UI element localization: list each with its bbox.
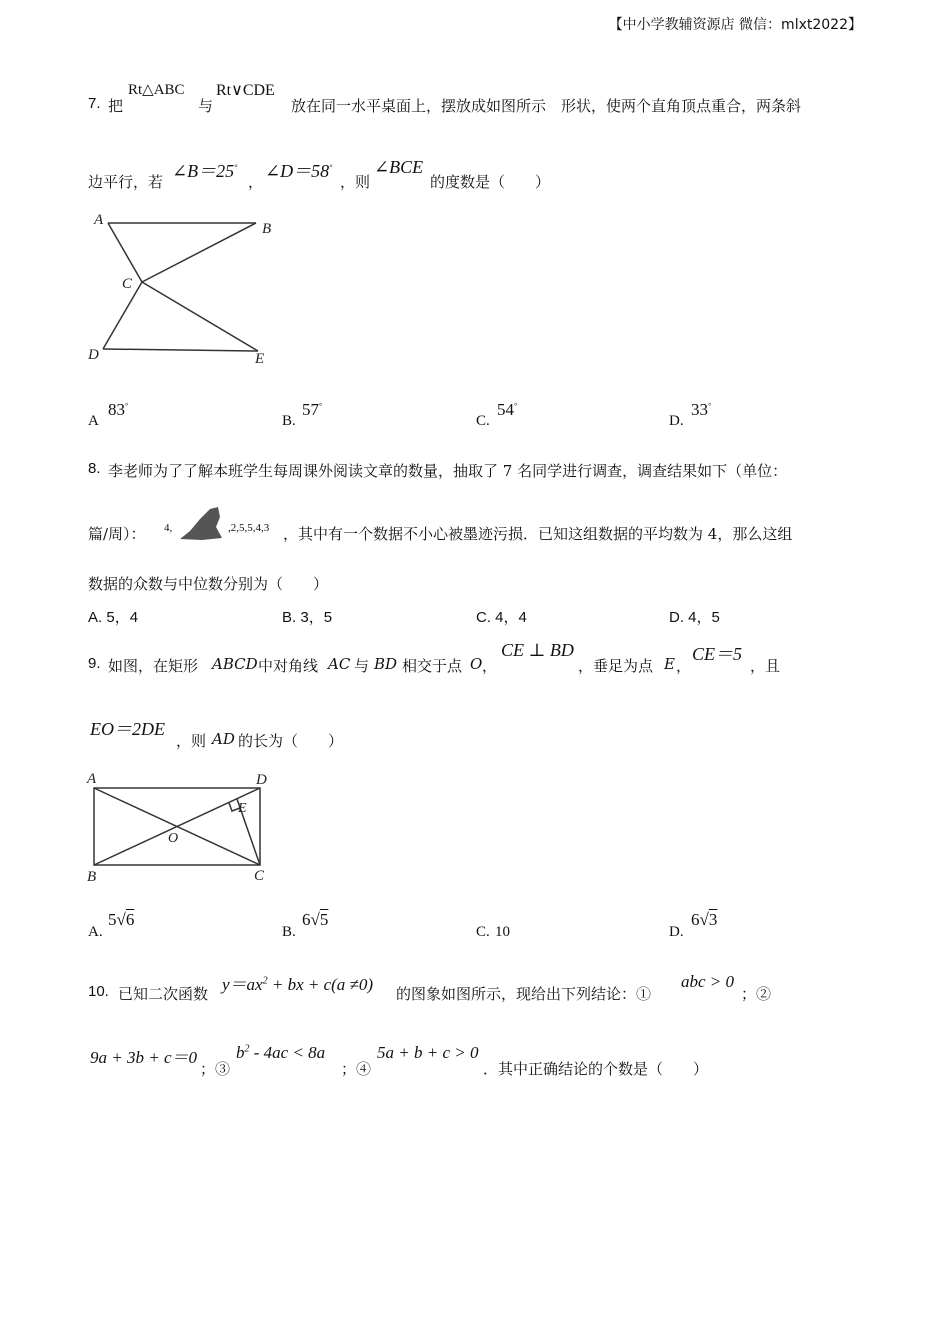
q9-text: 的长为（ ） <box>238 732 344 750</box>
q7-label-e: E <box>255 351 265 367</box>
q7-text: 与 <box>198 97 214 115</box>
q9-text: ，垂足为点 <box>578 657 654 675</box>
q7-text: 把 <box>108 97 124 115</box>
q7-text: ， <box>248 173 264 191</box>
q9-perpendicular: CE ⊥ BD <box>501 640 574 660</box>
q8-data-start: 4, <box>164 522 173 534</box>
q7-number: 7. <box>88 95 101 112</box>
q9-text: ，且 <box>750 657 781 675</box>
q10-text: ；④ <box>341 1060 372 1078</box>
q7-label-a: A <box>94 212 104 228</box>
q9-diag-bd: BD <box>374 655 398 673</box>
q7-figure <box>82 205 282 370</box>
q9-text: 相交于点 <box>402 657 463 675</box>
q9-text: 与 <box>354 657 370 675</box>
q7-text: 边平行，若 <box>88 173 164 191</box>
q9-point-e: E <box>664 655 675 673</box>
q10-text: 已知二次函数 <box>118 985 209 1003</box>
q8-text: ，其中有一个数据不小心被墨迹污损．已知这组数据的平均数为 4，那么这组 <box>283 525 793 543</box>
q9-point-o: O <box>470 655 483 673</box>
q9-side-ad: AD <box>212 730 235 748</box>
q9-diag-ac: AC <box>328 655 351 673</box>
q9-eo-relation: EO＝2DE <box>90 719 165 739</box>
q7-triangle-cde: Rt∨CDE <box>216 82 275 99</box>
q9-ce-length: CE＝5 <box>692 644 743 664</box>
q10-text: ；③ <box>200 1060 231 1078</box>
q10-conclusion-1: abc > 0 <box>681 972 735 991</box>
q10-text: ；② <box>741 985 772 1003</box>
q10-number: 10. <box>88 983 109 1000</box>
q7-triangle-abc: Rt△ABC <box>128 82 185 98</box>
q10-function: $y=ax^2$ + bx + c(a ≠0) <box>222 975 374 994</box>
q9-text: ， <box>482 657 498 675</box>
q10-text: 的图象如图所示，现给出下列结论：① <box>396 985 652 1003</box>
q8-text: 篇/周）： <box>88 525 146 543</box>
q8-data-end: ,2,5,5,4,3 <box>228 522 270 534</box>
q9-text: 中对角线 <box>258 657 319 675</box>
q9-text: 如图，在矩形 <box>108 657 199 675</box>
q7-condition-d: ∠D＝58° <box>265 161 333 181</box>
q9-rect-name: ABCD <box>212 655 258 673</box>
q8-text: 数据的众数与中位数分别为（ ） <box>88 575 329 593</box>
q10-conclusion-4: 5a + b + c > 0 <box>377 1043 479 1062</box>
q9-label-a: A <box>87 771 97 787</box>
q8-option-c[interactable]: C. 4，4 <box>476 609 527 626</box>
q9-label-d: D <box>256 772 267 788</box>
q10-conclusion-3: $b^2 - 4ac < 8a$ <box>236 1043 326 1062</box>
q8-option-d[interactable]: D. 4，5 <box>669 609 720 626</box>
q8-option-b[interactable]: B. 3，5 <box>282 609 333 626</box>
q9-label-o: O <box>168 831 179 846</box>
q9-label-e: E <box>238 801 247 816</box>
q7-text: 的度数是（ ） <box>430 173 551 191</box>
q7-label-d: D <box>88 347 99 363</box>
q7-condition-b: ∠B＝25° <box>172 161 238 181</box>
q7-angle-bce: ∠BCE <box>374 157 424 177</box>
q7-label-b: B <box>262 221 272 237</box>
q9-text: ， <box>676 657 692 675</box>
q10-text: ．其中正确结论的个数是（ ） <box>483 1060 709 1078</box>
q7-text: 放在同一水平桌面上，摆放成如图所示 形状，使两个直角顶点重合，两条斜 <box>291 97 802 115</box>
q9-number: 9. <box>88 655 101 672</box>
q8-text: 李老师为了了解本班学生每周课外阅读文章的数量，抽取了 7 名同学进行调查，调查结果如下（单位： <box>108 462 788 480</box>
q7-label-c: C <box>122 276 133 292</box>
q9-label-c: C <box>254 868 265 884</box>
ink-blot-icon <box>178 505 226 543</box>
q8-number: 8. <box>88 460 101 477</box>
q7-text: ，则 <box>340 173 371 191</box>
q9-text: ，则 <box>176 732 207 750</box>
q8-option-a[interactable]: A. 5，4 <box>88 609 139 626</box>
q9-label-b: B <box>87 869 97 885</box>
q10-conclusion-2: 9a + 3b + c＝0 <box>90 1048 197 1067</box>
header-watermark: 【中小学教辅资源店 微信：mlxt2022】 <box>608 17 862 33</box>
q9-figure <box>82 765 282 890</box>
